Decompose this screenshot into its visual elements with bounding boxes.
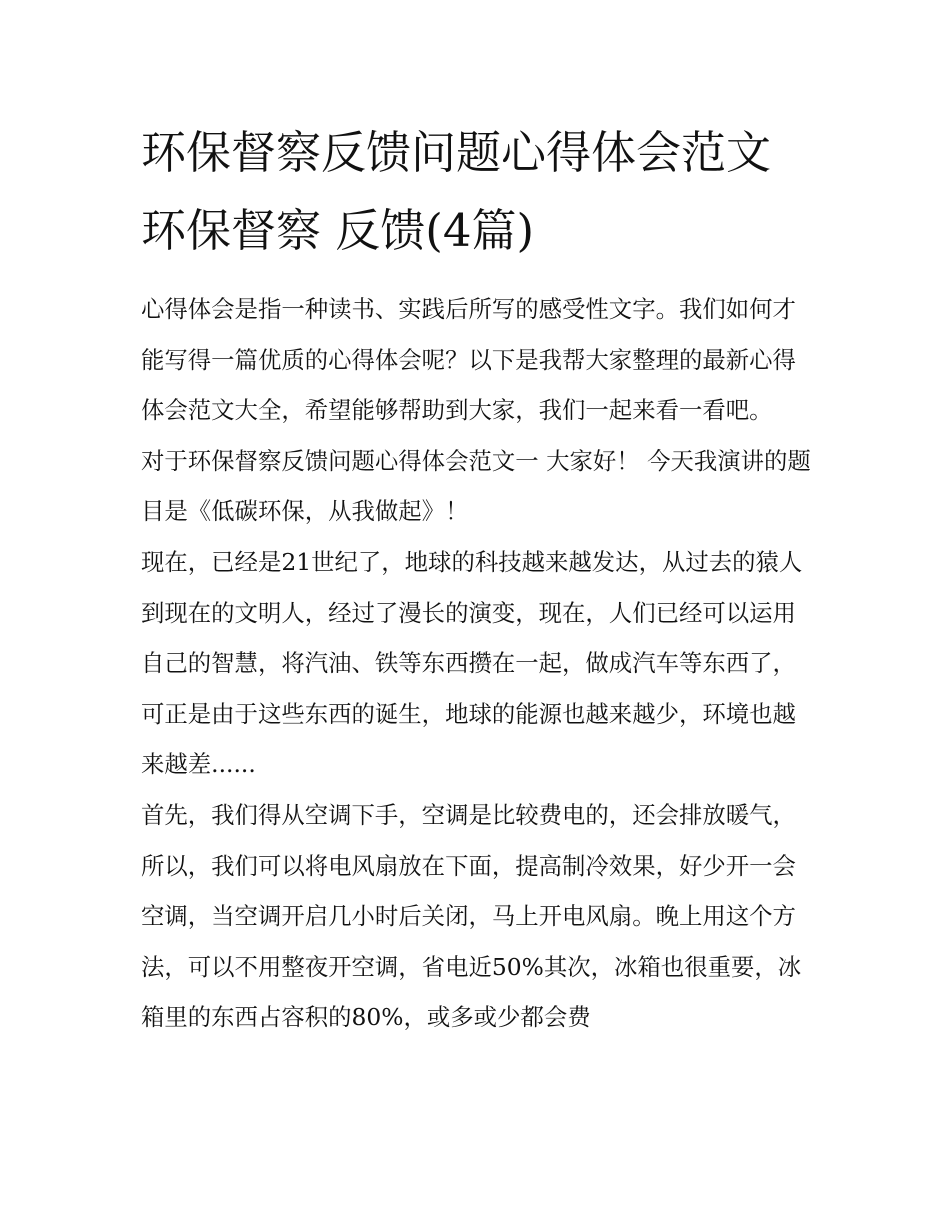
paragraph-speech-opening: 对于环保督察反馈问题心得体会范文一 大家好！ 今天我演讲的题目是《低碳环保，从我做起》！ — [141, 446, 811, 526]
paragraph-first-measure: 首先，我们得从空调下手，空调是比较费电的，还会排放暖气，所以，我们可以将电风扇放在下面，提高制冷效果，好少开一会空调，当空调开启几小时后关闭，马上开电风扇。晚上用这个方法，可以不用整夜开空调，省电近50%其次，冰箱也很重要，冰箱里的东西占容积的80%，或多或少都会费 — [141, 800, 802, 1032]
paragraph-intro: 心得体会是指一种读书、实践后所写的感受性文字。我们如何才能写得一篇优质的心得体会呢？以下是我帮大家整理的最新心得体会范文大全，希望能够帮助到大家，我们一起来看一看吧。 — [141, 295, 796, 425]
document-title: 环保督察反馈问题心得体会范文 环保督察 反馈(4篇) — [141, 126, 772, 257]
paragraph-background: 现在，已经是21世纪了，地球的科技越来越发达，从过去的猿人到现在的文明人，经过了漫长的演变，现在，人们已经可以运用自己的智慧，将汽油、铁等东西攒在一起，做成汽车等东西了，可正是由于这些东西的诞生，地球的能源也越来越少，环境也越来越差...... — [141, 547, 803, 779]
document-body — [141, 114, 816, 1043]
